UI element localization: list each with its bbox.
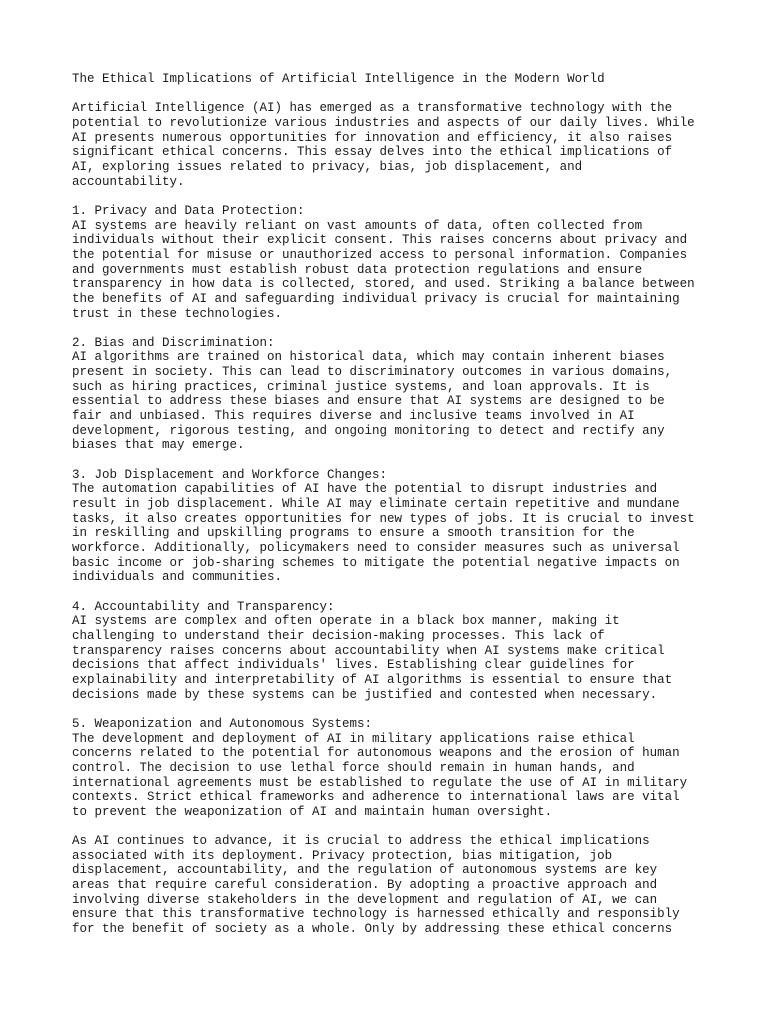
text-line: for the benefit of society as a whole. Only by addressing these ethical concerns bbox=[72, 922, 673, 937]
text-line: AI systems are complex and often operate in a black box manner, making it bbox=[72, 614, 620, 629]
text-line: associated with its deployment. Privacy protection, bias mitigation, job bbox=[72, 848, 613, 863]
section-job-displacement bbox=[72, 468, 752, 585]
text-line: concerns related to the potential for autonomous weapons and the erosion of human bbox=[72, 746, 680, 761]
section-weaponization bbox=[72, 717, 752, 820]
text-line: control. The decision to use lethal force should remain in human hands, and bbox=[72, 760, 635, 775]
text-line: the potential for misuse or unauthorized access to personal information. Companies bbox=[72, 247, 688, 262]
section-heading: 3. Job Displacement and Workforce Changes: bbox=[72, 467, 388, 482]
text-line: explainability and interpretability of AI algorithms is essential to ensure that bbox=[72, 672, 673, 687]
section-heading: 5. Weaponization and Autonomous Systems: bbox=[72, 716, 373, 731]
text-line: AI presents numerous opportunities for innovation and efficiency, it also raises bbox=[72, 130, 673, 145]
document-title: The Ethical Implications of Artificial Intelligence in the Modern World bbox=[72, 72, 605, 86]
text-line: The automation capabilities of AI have the potential to disrupt industries and bbox=[72, 482, 658, 497]
text-line: As AI continues to advance, it is crucial to address the ethical implications bbox=[72, 834, 650, 849]
text-line: decisions made by these systems can be justified and contested when necessary. bbox=[72, 687, 658, 702]
text-line: basic income or job-sharing schemes to mitigate the potential negative impacts on bbox=[72, 555, 680, 570]
text-line: AI, exploring issues related to privacy, bias, job displacement, and bbox=[72, 159, 583, 174]
text-line: involving diverse stakeholders in the development and regulation of AI, we can bbox=[72, 892, 658, 907]
section-accountability bbox=[72, 600, 752, 703]
title-block bbox=[72, 72, 752, 87]
text-line: The development and deployment of AI in military applications raise ethical bbox=[72, 731, 635, 746]
section-privacy bbox=[72, 204, 752, 321]
text-line: displacement, accountability, and the regulation of autonomous systems are key bbox=[72, 863, 658, 878]
text-line: potential to revolutionize various industries and aspects of our daily lives. While bbox=[72, 115, 695, 130]
text-line: such as hiring practices, criminal justice systems, and loan approvals. It is bbox=[72, 379, 650, 394]
text-line: AI algorithms are trained on historical data, which may contain inherent biases bbox=[72, 350, 665, 365]
text-line: individuals without their explicit consent. This raises concerns about privacy and bbox=[72, 233, 688, 248]
text-line: the benefits of AI and safeguarding individual privacy is crucial for maintaining bbox=[72, 291, 680, 306]
section-heading: 1. Privacy and Data Protection: bbox=[72, 203, 305, 218]
intro-paragraph bbox=[72, 101, 752, 189]
text-line: transparency raises concerns about accountability when AI systems make critical bbox=[72, 643, 665, 658]
text-line: development, rigorous testing, and ongoing monitoring to detect and rectify any bbox=[72, 423, 665, 438]
text-line: in reskilling and upskilling programs to ensure a smooth transition for the bbox=[72, 526, 635, 541]
text-line: AI systems are heavily reliant on vast amounts of data, often collected from bbox=[72, 218, 643, 233]
text-line: trust in these technologies. bbox=[72, 306, 283, 321]
text-line: significant ethical concerns. This essay delves into the ethical implications of bbox=[72, 145, 673, 160]
section-heading: 4. Accountability and Transparency: bbox=[72, 599, 335, 614]
text-line: and governments must establish robust data protection regulations and ensure bbox=[72, 262, 643, 277]
section-heading: 2. Bias and Discrimination: bbox=[72, 335, 275, 350]
conclusion-paragraph bbox=[72, 834, 752, 937]
text-line: challenging to understand their decision-making processes. This lack of bbox=[72, 628, 605, 643]
text-line: essential to address these biases and ensure that AI systems are designed to be bbox=[72, 394, 665, 409]
text-line: biases that may emerge. bbox=[72, 438, 245, 453]
text-line: fair and unbiased. This requires diverse and inclusive teams involved in AI bbox=[72, 409, 635, 424]
text-line: transparency in how data is collected, stored, and used. Striking a balance between bbox=[72, 277, 695, 292]
document-body bbox=[72, 72, 752, 951]
text-line: contexts. Strict ethical frameworks and adherence to international laws are vital bbox=[72, 790, 680, 805]
text-line: ensure that this transformative technology is harnessed ethically and responsibly bbox=[72, 907, 680, 922]
text-line: tasks, it also creates opportunities for new types of jobs. It is crucial to invest bbox=[72, 511, 695, 526]
section-bias bbox=[72, 336, 752, 453]
text-line: result in job displacement. While AI may eliminate certain repetitive and mundane bbox=[72, 497, 680, 512]
text-line: accountability. bbox=[72, 174, 185, 189]
text-line: areas that require careful consideration. By adopting a proactive approach and bbox=[72, 878, 658, 893]
text-line: Artificial Intelligence (AI) has emerged as a transformative technology with the bbox=[72, 101, 673, 116]
text-line: individuals and communities. bbox=[72, 570, 283, 585]
text-line: decisions that affect individuals' lives. Establishing clear guidelines for bbox=[72, 658, 635, 673]
text-line: to prevent the weaponization of AI and maintain human oversight. bbox=[72, 804, 553, 819]
text-line: international agreements must be established to regulate the use of AI in military bbox=[72, 775, 688, 790]
text-line: present in society. This can lead to discriminatory outcomes in various domains, bbox=[72, 365, 673, 380]
text-line: workforce. Additionally, policymakers need to consider measures such as universal bbox=[72, 541, 680, 555]
